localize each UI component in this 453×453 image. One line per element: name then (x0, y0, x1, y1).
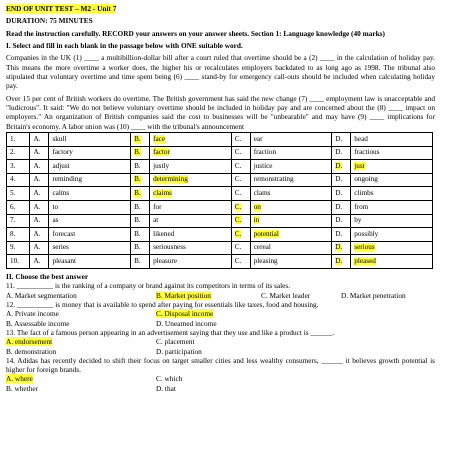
letter-b: B. (134, 148, 141, 157)
option-b[interactable]: pleasure (153, 256, 178, 265)
option-a[interactable]: forecast (52, 229, 76, 238)
option-d[interactable]: ongoing (354, 175, 378, 184)
option-c[interactable]: fraction (253, 148, 277, 157)
test-title: END OF UNIT TEST – M2 - Unit 7 (6, 4, 117, 13)
letter-c: C. (234, 202, 242, 211)
letter-d: D. (335, 189, 343, 197)
letter-c: C. (234, 175, 242, 184)
letter-b: B. (134, 189, 141, 197)
option[interactable]: D. participation (156, 346, 202, 356)
section2 (6, 272, 435, 393)
letter-d: D. (335, 229, 343, 238)
option-a[interactable]: factory (52, 148, 73, 157)
row-number[interactable]: 10. (10, 256, 19, 265)
option-c[interactable]: remonstrating (253, 175, 294, 184)
option[interactable]: D. that (156, 383, 176, 393)
option[interactable]: B. demonstration (6, 346, 57, 356)
letter-c: C. (234, 134, 242, 143)
letter-c: C. (234, 229, 242, 238)
q14-options-1 (6, 374, 435, 383)
letter-b: B. (134, 202, 141, 211)
option[interactable]: A. Private income (6, 309, 59, 319)
letter-c: C. (234, 161, 242, 170)
letter-a: A. (33, 256, 41, 265)
q14-options-2 (6, 384, 435, 393)
letter-b: B. (134, 216, 141, 225)
option[interactable]: D. Market penetration (341, 290, 406, 300)
option-b[interactable]: seriousness (153, 243, 186, 252)
option-selected[interactable]: A. where (6, 374, 33, 384)
q11-options (6, 291, 435, 300)
option-b[interactable]: for (153, 202, 162, 211)
table-row (7, 173, 433, 187)
section2-heading: II. Choose the best answer (6, 271, 89, 281)
row-number[interactable]: 2. (10, 148, 16, 157)
instruction: Read the instruction carefully. RECORD your answers on your answer sheets. Section 1: Language knowledge (40 marks) (6, 28, 385, 38)
table-row (7, 214, 433, 228)
option[interactable]: D. Unearned income (156, 318, 217, 328)
option[interactable]: C. Market leader (261, 290, 311, 300)
option-b[interactable]: justly (153, 161, 170, 170)
question-11: 11. __________ is the ranking of a company or brand against its competitors in terms of its sales. (6, 281, 291, 291)
letter-a: A. (33, 216, 41, 225)
q13-options-1 (6, 337, 435, 346)
q13-options-2 (6, 347, 435, 356)
letter-b: B. (134, 161, 141, 170)
letter-a: A. (33, 229, 41, 238)
letter-a: A. (33, 189, 41, 197)
duration: DURATION: 75 MINUTES (6, 16, 93, 26)
letter-a: A. (33, 243, 41, 252)
letter-d: D. (335, 148, 343, 157)
letter-c: C. (234, 189, 242, 197)
option[interactable]: B. Assessable income (6, 318, 70, 328)
letter-d: D. (335, 175, 343, 184)
option-a[interactable]: pleasant (52, 256, 77, 265)
option-d[interactable]: head (354, 134, 368, 143)
q12-options-2 (6, 319, 435, 328)
option-d[interactable]: climbs (354, 189, 374, 197)
option-a[interactable]: series (52, 243, 69, 252)
letter-a: A. (33, 175, 41, 184)
table-row (7, 200, 433, 214)
option-b[interactable]: factor (153, 148, 170, 157)
option[interactable]: C. placement (156, 337, 195, 347)
question-14: 14. Adidas has recently decided to shift their focus on target smaller cities and less wealthy consumers, ______ it believes growth potential is higher for foreign brands. (6, 355, 435, 375)
letter-c: C. (234, 243, 242, 252)
letter-b: B. (134, 256, 141, 265)
option-b[interactable]: determining (153, 175, 188, 184)
option-d[interactable]: by (354, 216, 362, 225)
row-number[interactable]: 5. (10, 189, 16, 197)
option-b[interactable]: face (153, 134, 166, 143)
option-c[interactable]: cereal (253, 243, 271, 252)
option[interactable]: A. Market segmentation (6, 290, 77, 300)
letter-b: B. (134, 134, 141, 143)
letter-c: C. (234, 148, 242, 157)
option-b[interactable]: at (153, 216, 159, 225)
option-a[interactable]: reminding (52, 175, 83, 184)
test-header (6, 4, 435, 13)
passage-paragraph-1: Companies in the UK (1) ____ a multibillion-dollar bill after a court ruled that overtime should be a (2) ____ in the calculation of holiday pay. This means the more overtime a worker does, the higher his or recalculates employers backdated to as long ago as 1998. The tribunal also stipulated that voluntary overtime and time spent being (6) ____ stand-by for emergency call-outs should be included when calculating holiday pay. (6, 53, 435, 91)
option-b[interactable]: claims (153, 189, 172, 197)
option-c[interactable]: pleasing (253, 256, 278, 265)
q12-options-1 (6, 309, 435, 318)
letter-c: C. (234, 256, 242, 265)
letter-d: D. (335, 256, 343, 265)
option-b[interactable]: likened (153, 229, 175, 238)
row-number[interactable]: 9. (10, 243, 16, 252)
letter-a: A. (33, 202, 41, 211)
option-a[interactable]: as (52, 216, 59, 225)
option-d[interactable]: from (354, 202, 369, 211)
letter-d: D. (335, 161, 343, 170)
option-d[interactable]: pleased (354, 256, 376, 265)
option-c[interactable]: in (253, 216, 260, 225)
option-d[interactable]: possibly (354, 229, 379, 238)
row-number[interactable]: 7. (10, 216, 16, 225)
table-row (7, 255, 433, 269)
table-row (7, 132, 433, 146)
table-row (7, 160, 433, 174)
question-13: 13. The fact of a famous person appearing in an advertisement saying that they use and like a product is ______. (6, 327, 335, 337)
option[interactable]: C. which (156, 374, 183, 384)
table-row (7, 187, 433, 201)
option-c[interactable]: potential (253, 229, 279, 238)
option-d[interactable]: serious (354, 243, 375, 252)
question-12: 12. __________ is money that is available to spend after paying for essentials like taxes, food and housing. (6, 299, 319, 309)
option-selected[interactable]: B. Market position (156, 290, 211, 300)
section1-heading: I. Select and fill in each blank in the passage below with ONE suitable word. (6, 40, 243, 50)
table-row (7, 228, 433, 242)
row-number[interactable]: 4. (10, 175, 16, 184)
letter-d: D. (335, 243, 343, 252)
option[interactable]: B. whether (6, 383, 39, 393)
letter-c: C. (234, 216, 242, 225)
option-c[interactable]: clams (253, 189, 271, 197)
letter-d: D. (335, 134, 343, 143)
option-a[interactable]: calms (52, 189, 70, 197)
option-c[interactable]: justice (253, 161, 273, 170)
option-selected[interactable]: A. endorsement (6, 337, 53, 347)
passage-paragraph-2: Over 15 per cent of British workers do overtime. The British government has said the new change (7) ____ employment law is unacceptable and "ludicrous". It said: "We do not believe voluntary overtime should be included in holiday pay and are concerned about the (8) ____ impact on employers." An organization of British companies said the cost to businesses will be "unbearable" and may have (9) ____ implications for Britain's economy. A labor union was (10) ____ with the tribunal's announcement (6, 93, 435, 131)
letter-a: A. (33, 161, 41, 170)
table-row (7, 146, 433, 160)
option-c[interactable]: ear (253, 134, 263, 143)
table-row (7, 241, 433, 255)
letter-a: A. (33, 148, 41, 157)
option-d[interactable]: fractious (354, 148, 380, 157)
letter-b: B. (134, 229, 141, 238)
option-selected[interactable]: C. Disposal income (156, 309, 214, 319)
option-a[interactable]: to (52, 202, 59, 211)
letter-b: B. (134, 243, 141, 252)
row-number[interactable]: 6. (10, 202, 16, 211)
option-c[interactable]: on (253, 202, 261, 211)
letter-a: A. (33, 134, 41, 143)
option-d[interactable]: just (354, 161, 365, 170)
row-number[interactable]: 3. (10, 161, 16, 170)
row-number[interactable]: 8. (10, 229, 16, 238)
letter-d: D. (335, 202, 343, 211)
row-number[interactable]: 1. (10, 134, 16, 143)
answer-table (6, 132, 433, 269)
option-a[interactable]: adjust (52, 161, 70, 170)
option-a[interactable]: skull (52, 134, 67, 143)
letter-b: B. (134, 175, 141, 184)
letter-d: D. (335, 216, 343, 225)
